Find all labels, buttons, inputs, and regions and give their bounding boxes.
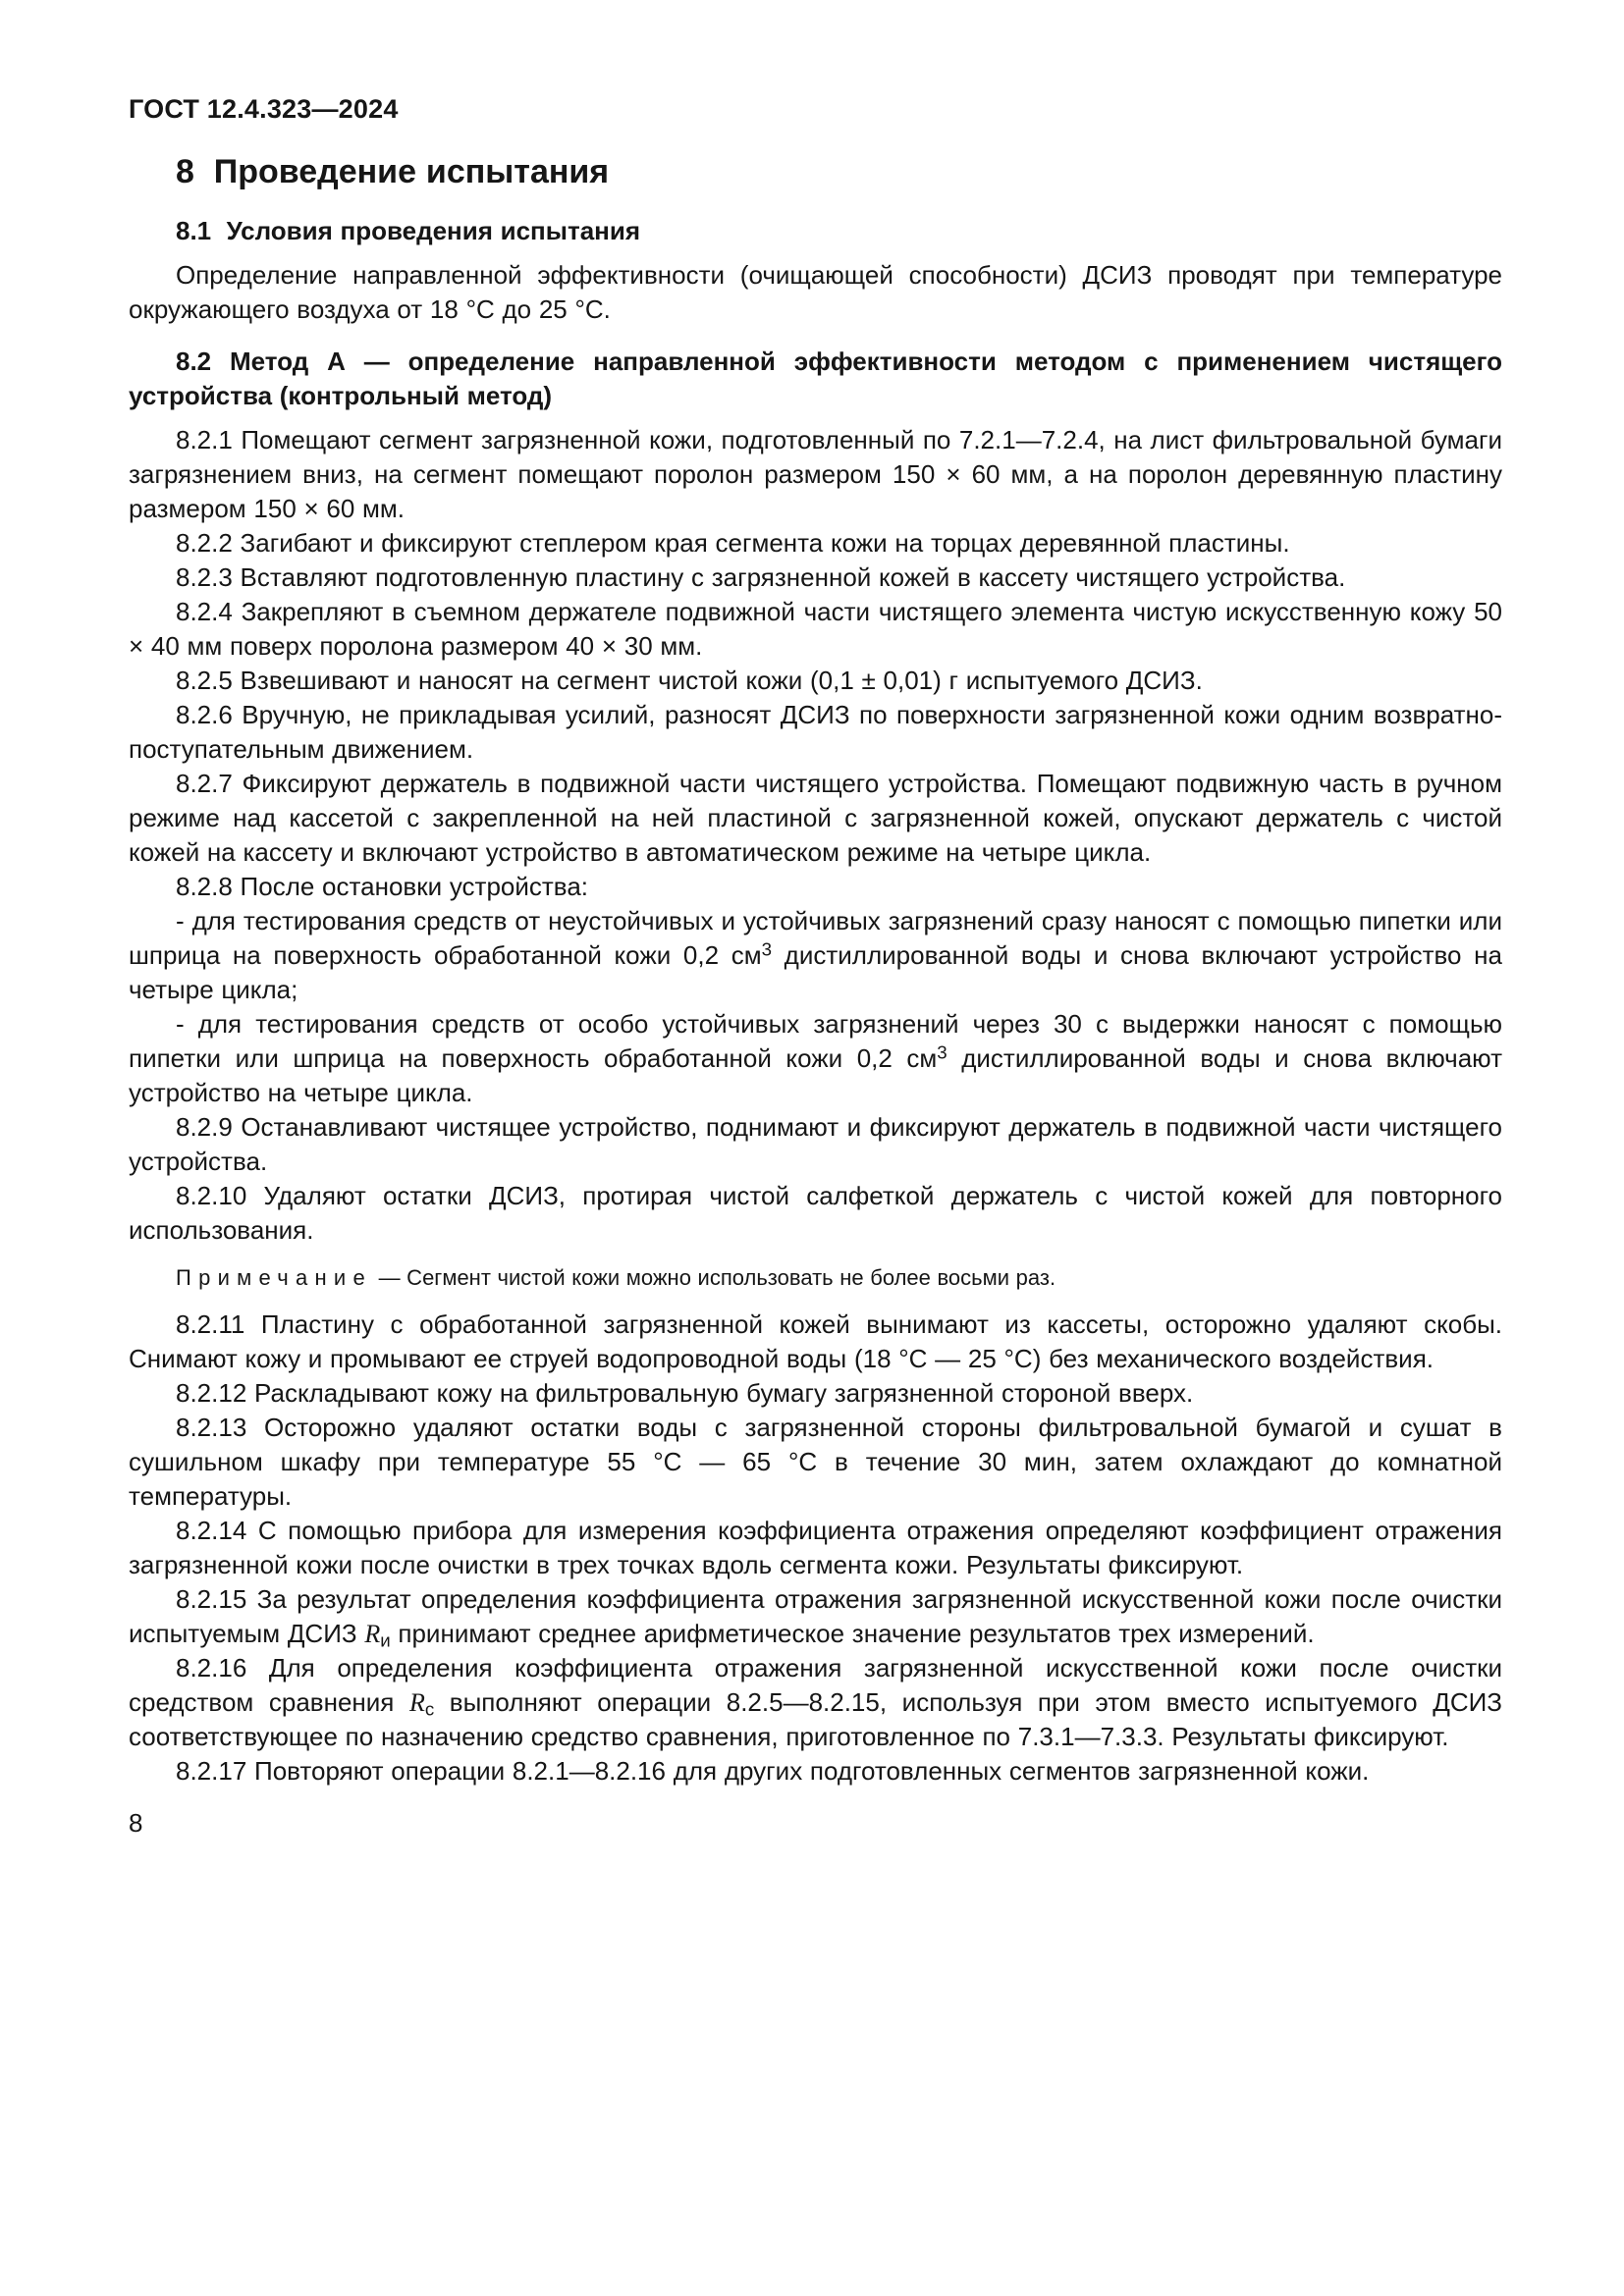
paragraph: 8.2.6 Вручную, не прикладывая усилий, разносят ДСИЗ по поверхности загрязненной кожи одним возвратно-поступательным движением. xyxy=(129,700,1502,764)
variable: R xyxy=(364,1620,381,1648)
subsection-heading: 8.2 Метод А — определение направленной эффективности методом с применением чистящего устройства (контрольный метод) xyxy=(129,347,1502,410)
paragraph: Определение направленной эффективности (очищающей способности) ДСИЗ проводят при температуре окружающего воздуха от 18 °С до 25 °С. xyxy=(129,260,1502,324)
paragraph: 8.2.2 Загибают и фиксируют степлером края сегмента кожи на торцах деревянной пластины. xyxy=(176,528,1290,558)
paragraph: 8.2.11 Пластину с обработанной загрязненной кожей вынимают из кассеты, осторожно удаляют скобы. Снимают кожу и промывают ее струей водопроводной воды (18 °С — 25 °С) без механического воздействия. xyxy=(129,1309,1502,1373)
paragraph: 8.2.7 Фиксируют держатель в подвижной части чистящего устройства. Помещают подвижную часть в ручном режиме над кассетой с закрепленной на ней пластиной с загрязненной кожей, опускают держатель с чистой кожей на кассету и включают устройство в автоматическом режиме на четыре цикла. xyxy=(129,769,1502,867)
paragraph: - для тестирования средств от особо устойчивых загрязнений через 30 с выдержки наносят с помощью пипетки или шприца на поверхность обработанной кожи 0,2 $см^3$ дистиллированной воды и снова включают устройство на четыре цикла. xyxy=(129,1009,1502,1107)
subscript: и xyxy=(380,1629,391,1651)
section-heading: 8 Проведение испытания xyxy=(176,153,610,190)
paragraph: 8.2.1 Помещают сегмент загрязненной кожи, подготовленный по 7.2.1—7.2.4, на лист фильтровальной бумаги загрязнением вниз, на сегмент помещают поролон размером 150 × 60 мм, а на поролон деревянную пластину размером 150 × 60 мм. xyxy=(129,425,1502,523)
page-number: 8 xyxy=(129,1808,143,1838)
variable: R xyxy=(408,1688,425,1717)
paragraph: 8.2.16 Для определения коэффициента отражения загрязненной искусственной кожи после очистки средством сравнения $R_с$ выполняют операции 8.2.5—8.2.15, используя при этом вместо испытуемого ДСИЗ соответствующее по назначению средство сравнения, приготовленное по 7.3.1—7.3.3. Результаты фиксируют. xyxy=(129,1653,1502,1751)
paragraph: - для тестирования средств от неустойчивых и устойчивых загрязнений сразу наносят с помощью пипетки или шприца на поверхность обработанной кожи 0,2 $см^3$ дистиллированной воды и снова включают устройство на четыре цикла; xyxy=(129,906,1502,1004)
paragraph: 8.2.9 Останавливают чистящее устройство, поднимают и фиксируют держатель в подвижной части чистящего устройства. xyxy=(129,1112,1502,1176)
superscript: 3 xyxy=(761,938,773,960)
paragraph: 8.2.13 Осторожно удаляют остатки воды с загрязненной стороны фильтровальной бумагой и сушат в сушильном шкафу при температуре 55 °С — 65 °С в течение 30 мин, затем охлаждают до комнатной температуры. xyxy=(129,1413,1502,1511)
paragraph: 8.2.17 Повторяют операции 8.2.1—8.2.16 для других подготовленных сегментов загрязненной кожи. xyxy=(176,1756,1370,1786)
superscript: 3 xyxy=(937,1041,947,1063)
note: Примечание — Сегмент чистой кожи можно использовать не более восьми раз. xyxy=(176,1265,1056,1290)
paragraph: 8.2.12 Раскладывают кожу на фильтровальную бумагу загрязненной стороной вверх. xyxy=(176,1378,1194,1408)
paragraph: 8.2.14 С помощью прибора для измерения коэффициента отражения определяют коэффициент отражения загрязненной кожи после очистки в трех точках вдоль сегмента кожи. Результаты фиксируют. xyxy=(129,1516,1502,1579)
subsection-heading: 8.1 Условия проведения испытания xyxy=(176,216,641,245)
paragraph: 8.2.5 Взвешивают и наносят на сегмент чистой кожи (0,1 ± 0,01) г испытуемого ДСИЗ. xyxy=(176,666,1203,695)
paragraph: 8.2.15 За результат определения коэффициента отражения загрязненной искусственной кожи после очистки испытуемым ДСИЗ $R_и$ принимают среднее арифметическое значение результатов трех измерений. xyxy=(129,1584,1502,1651)
document-header: ГОСТ 12.4.323—2024 xyxy=(129,94,399,124)
paragraph: 8.2.3 Вставляют подготовленную пластину с загрязненной кожей в кассету чистящего устройства. xyxy=(176,562,1346,592)
paragraph: 8.2.4 Закрепляют в съемном держателе подвижной части чистящего элемента чистую искусственную кожу 50 × 40 мм поверх поролона размером 40 × 30 мм. xyxy=(129,597,1502,661)
note-label: Примечание xyxy=(176,1265,372,1290)
document-content xyxy=(129,151,1502,1789)
subscript: с xyxy=(424,1698,435,1720)
paragraph: 8.2.8 После остановки устройства: xyxy=(176,872,589,901)
paragraph: 8.2.10 Удаляют остатки ДСИЗ, протирая чистой салфеткой держатель с чистой кожей для повторного использования. xyxy=(129,1181,1502,1245)
